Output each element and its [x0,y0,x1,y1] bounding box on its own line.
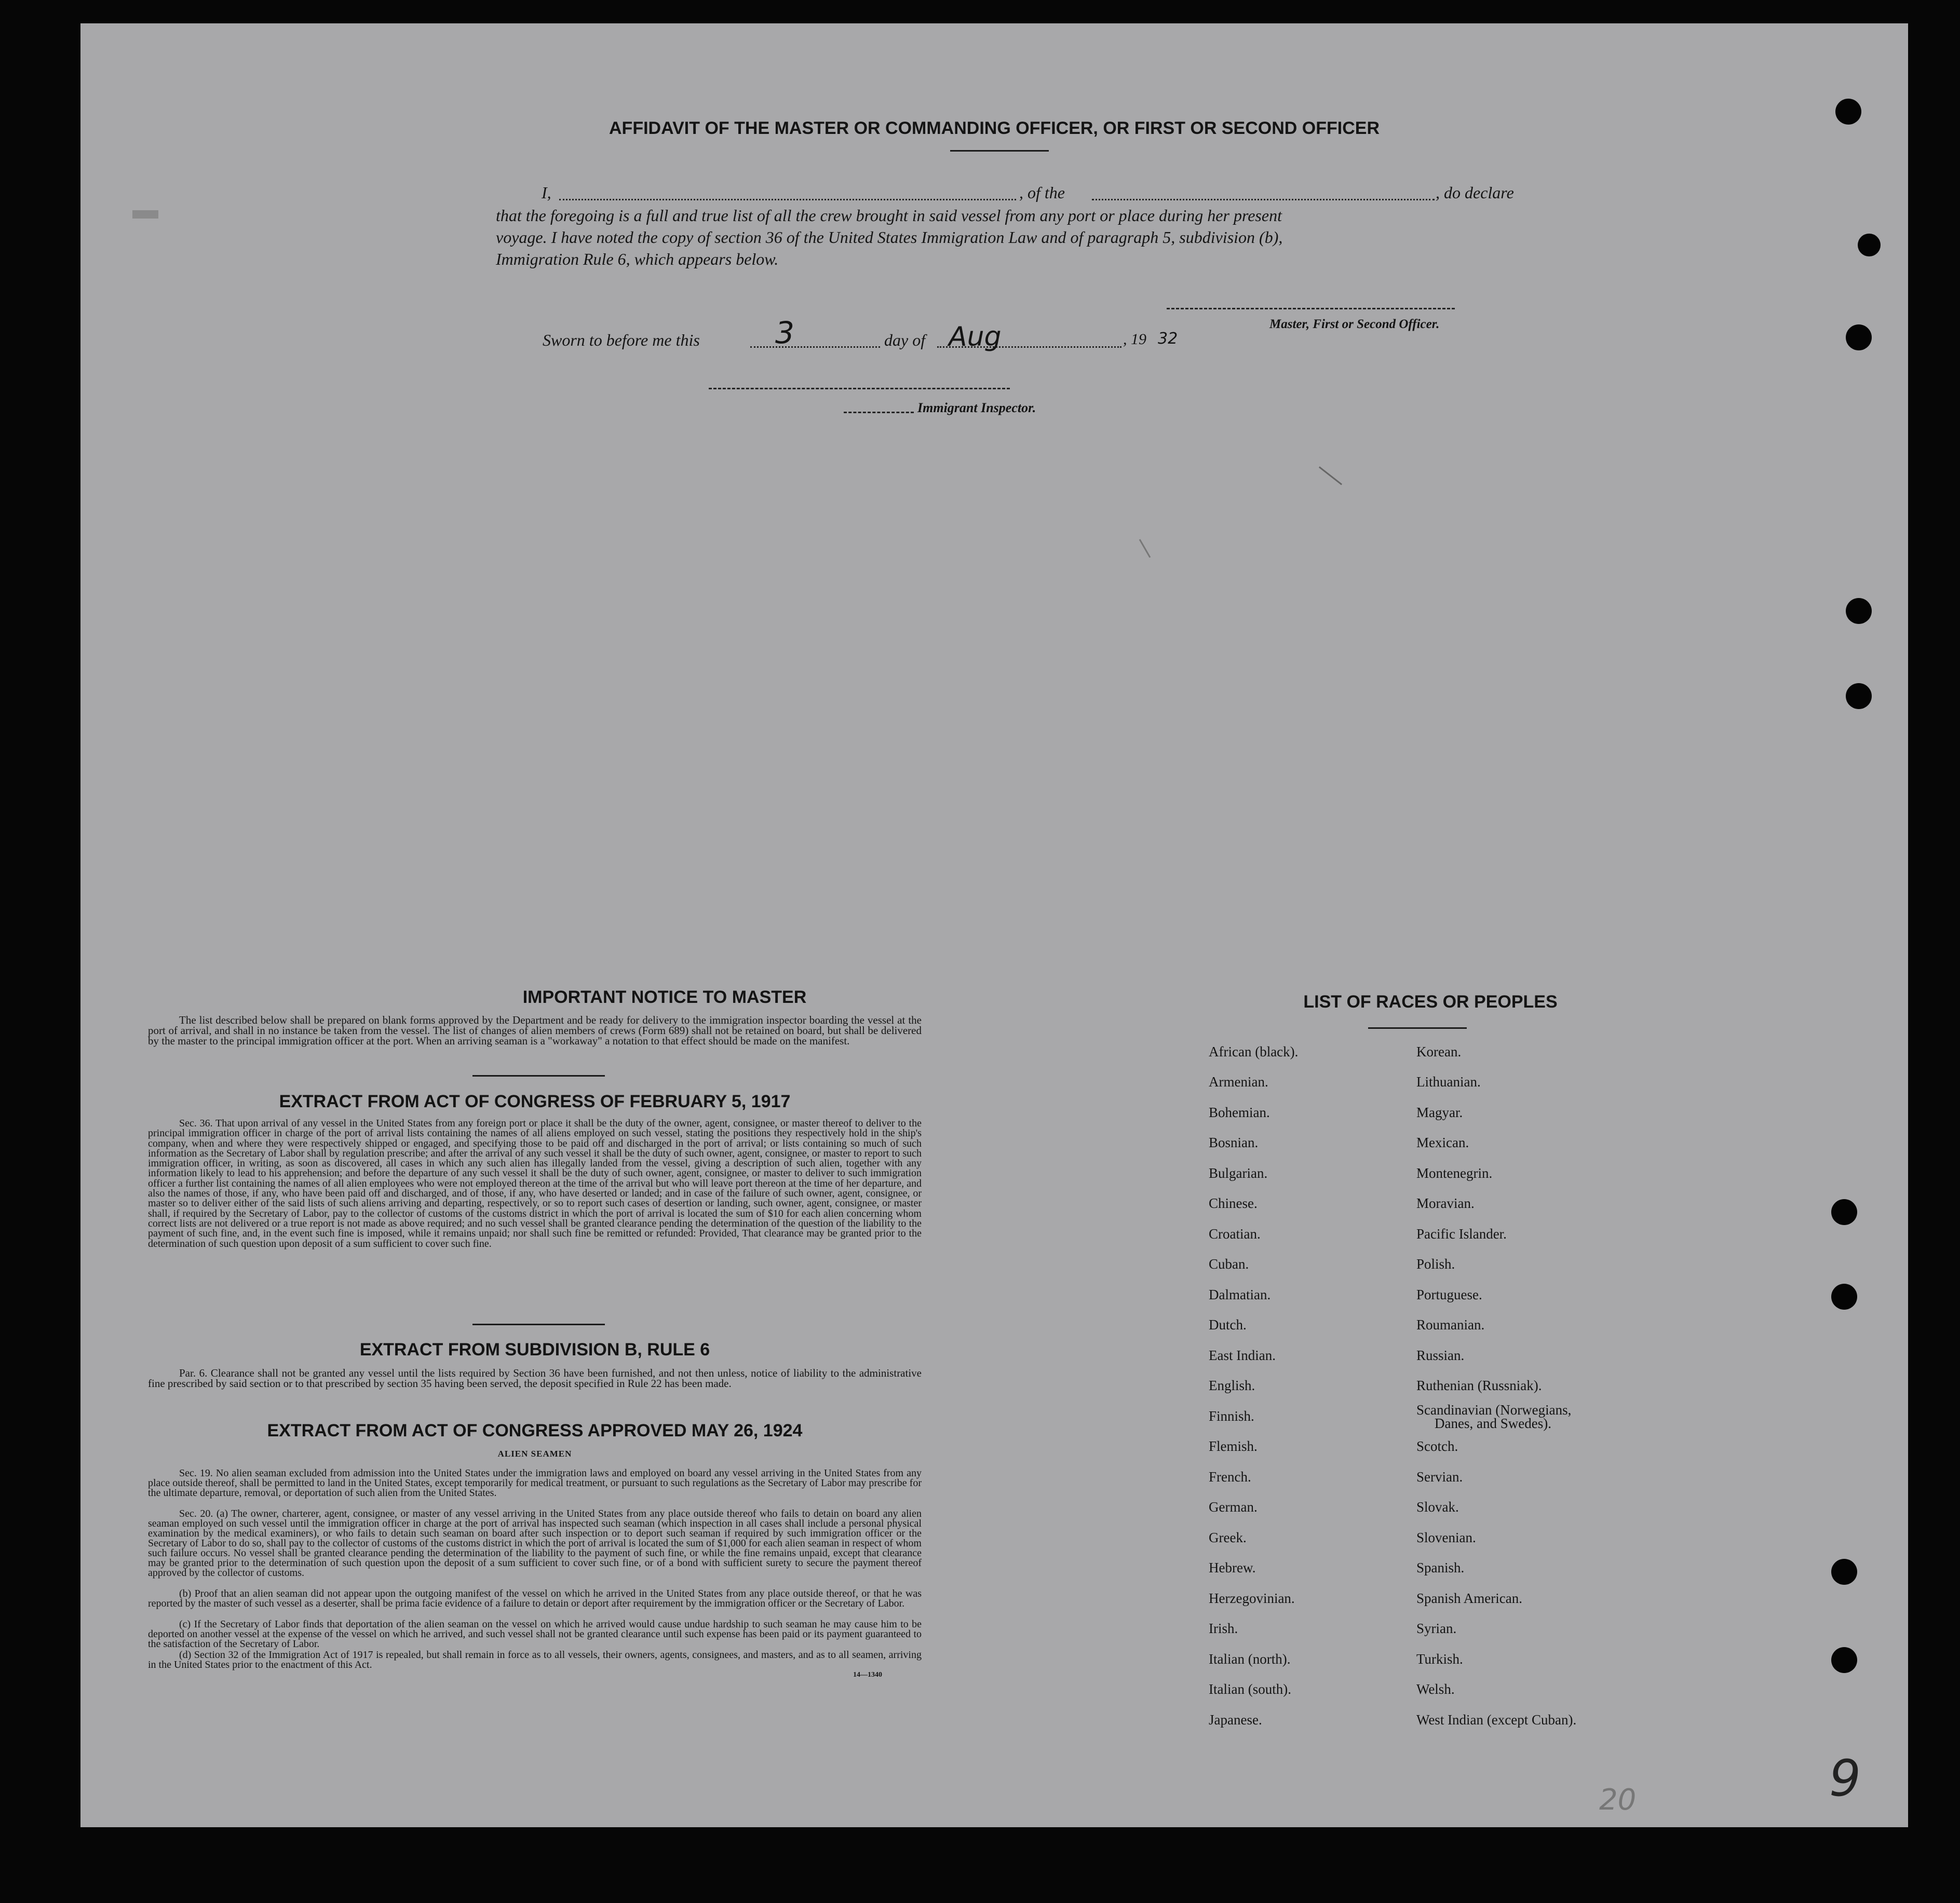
punch-hole [1831,1284,1857,1310]
extract-1924-subtitle: ALIEN SEAMEN [497,1449,572,1459]
race-item: Roumanian. [1416,1317,1485,1333]
year-prefix: , 19 [1123,331,1146,348]
declare-line3: voyage. I have noted the copy of section 36 of the United States Immigration Law and of paragraph 5, subdivision (b), [496,228,1283,247]
race-item: Flemish. [1209,1438,1258,1454]
race-item: Cuban. [1209,1256,1249,1272]
punch-hole [1831,1199,1857,1225]
inspector-signature-line[interactable] [709,388,1010,389]
punch-hole [1831,1647,1857,1673]
notice-text: The list described below shall be prepared on blank forms approved by the Department and be ready for delivery to the immigration inspector boarding the vessel at the port of arrival, and shall in no instance be taken from the vessel. The list of changes of alien members of crews (Form 689) shall not be retained on board, but shall be delivered by the master to the principal immigration officer at the port. When an arriving seaman is a "workaway" a notation to that effect should be made on the manifest. [148,1014,922,1047]
declare-end: , do declare [1436,183,1514,202]
extract-1924-sec20b: (b) Proof that an alien seaman did not appear upon the outgoing manifest of the vessel on which he arrived in the United States from any place outside thereof, or that he was reported by the master of such vessel as a deserter, shall be prima facie evidence of a failure to detain or deport after requirement by the immigration officer or the Secretary of Labor. [148,1588,922,1609]
extract-1917-title: EXTRACT FROM ACT OF CONGRESS OF FEBRUARY 5, 1917 [279,1092,791,1111]
extract-1917-text: Sec. 36. That upon arrival of any vessel in the United States from any foreign port or place it shall be the duty of the owner, agent, consignee, or master thereof to deliver to the principal immigration officer in charge of the port of arrival lists containing the names of all aliens employed on such vessel, stating the positions they respectively hold in the ship's company, when and where they were respectively shipped or engaged, and specifying those to be paid off and discharged in the port of arrival; or lists containing so much of such information as the Secretary of Labor shall by regulation prescribe; and after the arrival of any such vessel it shall be the duty of such owner, agent, consignee, or master to report to such immigration officer, in writing, as soon as discovered, all cases in which any such alien has illegally landed from the vessel, giving a description of such alien, together with any information likely to lead to his apprehension; and before the departure of any such vessel it shall be the duty of such owner, agent, consignee, or master to deliver to such immigration officer a further list containing the names of all alien employees who were not employed thereon at the time of the arrival but who will leave port thereon at the time of her departure, and also the names of those, if any, who have been paid off and discharged, and of those, if any, who have deserted or landed; and in case of the failure of such owner, agent, consignee, or master so to deliver either of the said lists of such aliens arriving and departing, respectively, or so to report such cases of desertion or landing, such owner, agent, consignee, or master shall, if required by the Secretary of Labor, pay to the collector of customs of the customs district in which the port of arrival is located the sum of $10 for each alien concerning whom correct lists are not delivered or a true report is not made as above required; and no such vessel shall be granted clearance pending the determination of the question of the liability to the payment of such fine, and, in the event such fine is imposed, while it remains unpaid; nor shall such fine be remitted or refunded: Provided, That clearance may be granted prior to the determination of such question upon deposit of a sum sufficient to cover such fine. [148,1118,922,1249]
sworn-day-value: 3 [775,315,794,350]
punch-hole [1858,234,1881,256]
extract-1924-sec20d: (d) Section 32 of the Immigration Act of 1917 is repealed, but shall remain in force as to all vessels, their owners, agents, consignees, and masters, and as to all seamen, arriving in the United States prior to the enactment of this Act. [148,1649,922,1670]
race-item: Spanish American. [1416,1591,1522,1606]
notice-title: IMPORTANT NOTICE TO MASTER [522,987,807,1007]
page-number-pencil: 20 [1599,1783,1637,1817]
race-item: German. [1209,1499,1258,1515]
race-item: Greek. [1209,1530,1247,1545]
notice-divider [472,1075,605,1077]
race-item: Scandinavian (Norwegians, [1416,1402,1572,1418]
race-item: Moravian. [1416,1195,1475,1211]
extract-1924-title: EXTRACT FROM ACT OF CONGRESS APPROVED MAY 26, 1924 [267,1421,803,1440]
master-signature-line[interactable] [1167,308,1455,309]
race-item: Slovenian. [1416,1530,1476,1545]
race-item: Portuguese. [1416,1287,1482,1302]
race-item: Italian (south). [1209,1681,1291,1697]
sworn-label: Sworn to before me this [543,331,700,349]
declare-line1 [542,183,1606,204]
race-item: Korean. [1416,1044,1462,1059]
race-item: Bosnian. [1209,1135,1259,1150]
race-item: East Indian. [1209,1348,1276,1363]
race-item: Italian (north). [1209,1651,1291,1667]
extract-1924-sec20a: Sec. 20. (a) The owner, charterer, agent, consignee, or master of any vessel arriving in the United States from any place outside thereof who fails to detain on board any alien seaman employed on such vessel until the immigration officer in charge at the port of arrival has inspected such seaman (which inspection in all cases shall include a personal physical examination by the medical examiners), or who fails to detain such seaman on board after such inspection or to deport such seaman if required by such immigration officer or the Secretary of Labor to do so, shall pay to the collector of customs of the customs district in which the port of arrival is located the sum of $1,000 for each alien seaman in respect of whom such failure occurs. No vessel shall be granted clearance pending the determination of the liability to the payment of such fine, or while the fine remains unpaid, except that clearance may be granted prior to the determination of such question upon the deposit of a sum sufficient to cover such fine, or of a bond with sufficient surety to secure the payment thereof approved by the collector of customs. [148,1508,922,1579]
race-item: Chinese. [1209,1195,1258,1211]
scan-artifact-stroke [1139,539,1151,558]
races-divider [1368,1027,1467,1029]
race-item: Russian. [1416,1348,1465,1363]
race-item: Armenian. [1209,1074,1268,1090]
title-divider [950,150,1049,152]
sworn-day-blank[interactable] [750,346,880,348]
race-item: Pacific Islander. [1416,1226,1507,1242]
scan-artifact [132,210,158,219]
extract-1924-sec20c: (c) If the Secretary of Labor finds that deportation of the alien seaman on the vessel on which he arrived would cause undue hardship to such seaman he may cause him to be deported on another vessel at the expense of the vessel on which he arrived, and such vessel shall not be granted clearance until such expense has been paid or its payment guaranteed to the satisfaction of the Secretary of Labor. [148,1619,922,1650]
declare-i: I, [542,183,551,202]
race-item-continuation: Danes, and Swedes). [1435,1416,1551,1431]
extract-rule6-text: Par. 6. Clearance shall not be granted any vessel until the lists required by Section 36 have been furnished, and not then unless, notice of liability to the administrative fine prescribed by said section or to that prescribed by section 35 having been served, the deposit specified in Rule 22 has been made. [148,1367,922,1390]
races-title: LIST OF RACES OR PEOPLES [1303,992,1558,1012]
affidavit-title: AFFIDAVIT OF THE MASTER OR COMMANDING OFFICER, OR FIRST OR SECOND OFFICER [609,118,1380,138]
race-item: Bohemian. [1209,1105,1270,1120]
declare-line4: Immigration Rule 6, which appears below. [496,250,779,268]
race-item: Syrian. [1416,1621,1457,1636]
race-item: Bulgarian. [1209,1165,1268,1181]
race-item: Croatian. [1209,1226,1261,1242]
punch-hole [1835,99,1861,125]
race-item: Finnish. [1209,1408,1254,1424]
declare-line2: that the foregoing is a full and true list of all the crew brought in said vessel from any port or place during her present [496,206,1282,225]
race-item: Spanish. [1416,1560,1465,1575]
extract-1924-sec19: Sec. 19. No alien seaman excluded from admission into the United States under the immigration laws and employed on board any vessel arriving in the United States from any place outside thereof, shall be permitted to land in the United States, except temporarily for medical treatment, or pursuant to such regulations as the Secretary of Labor may prescribe for the ultimate departure, removal, or deportation of such alien from the United States. [148,1467,922,1499]
race-item: English. [1209,1378,1255,1393]
race-item: Mexican. [1416,1135,1469,1150]
race-item: Herzegovinian. [1209,1591,1295,1606]
race-item: Japanese. [1209,1712,1262,1728]
inspector-label: Immigrant Inspector. [917,400,1036,415]
race-item: Turkish. [1416,1651,1463,1667]
race-item: Dalmatian. [1209,1287,1271,1302]
race-item: Dutch. [1209,1317,1247,1333]
corner-mark: 9 [1829,1749,1861,1807]
race-item: Irish. [1209,1621,1238,1636]
sworn-month-value: Aug [949,321,1002,352]
punch-hole [1831,1559,1857,1585]
race-item: African (black). [1209,1044,1299,1059]
race-item: French. [1209,1469,1251,1485]
race-item: West Indian (except Cuban). [1416,1712,1577,1728]
race-item: Servian. [1416,1469,1463,1485]
day-of-label: day of [884,331,926,349]
master-label: Master, First or Second Officer. [1269,317,1440,331]
race-item: Slovak. [1416,1499,1459,1515]
extract-rule6-title: EXTRACT FROM SUBDIVISION B, RULE 6 [359,1340,710,1360]
punch-hole [1846,683,1872,709]
race-item: Hebrew. [1209,1560,1256,1575]
race-item: Ruthenian (Russniak). [1416,1378,1542,1393]
race-item: Welsh. [1416,1681,1455,1697]
race-item: Scotch. [1416,1438,1458,1454]
vessel-blank[interactable] [1092,199,1435,200]
extract-1917-divider [472,1324,605,1325]
race-item: Polish. [1416,1256,1455,1272]
race-item: Lithuanian. [1416,1074,1481,1090]
year-suffix: 32 [1158,330,1178,348]
race-item: Magyar. [1416,1105,1463,1120]
race-item: Montenegrin. [1416,1165,1493,1181]
punch-hole [1846,324,1872,350]
punch-hole [1846,598,1872,624]
form-number: 14—1340 [853,1671,882,1679]
scan-artifact-stroke [1319,466,1342,485]
document-sheet [80,23,1908,1827]
declare-of-the: , of the [1019,183,1065,202]
inspector-short-line [844,412,914,413]
name-blank[interactable] [559,199,1016,200]
